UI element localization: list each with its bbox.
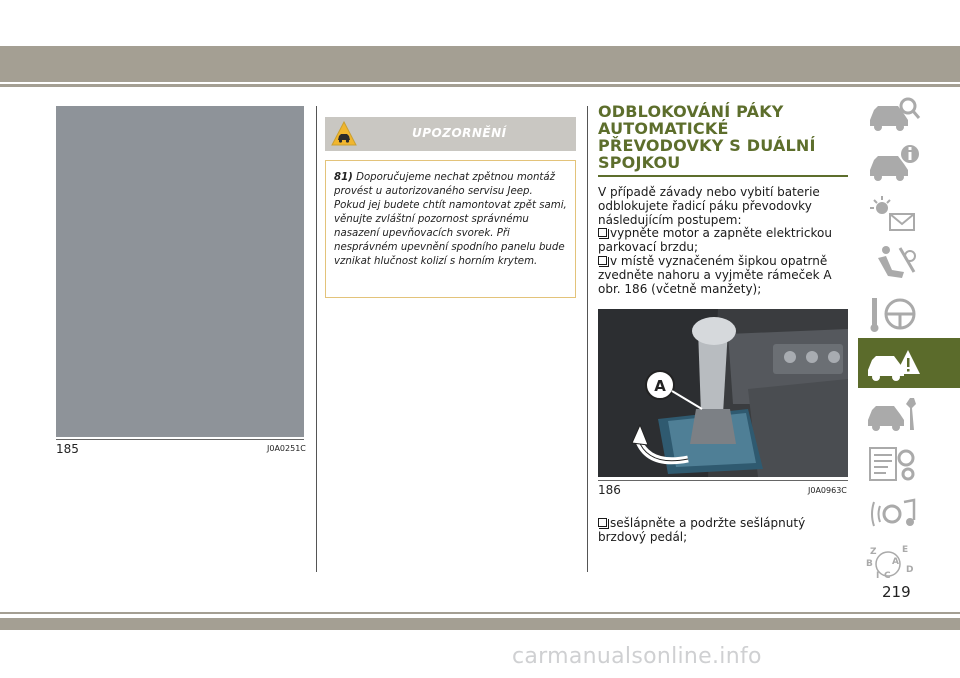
figure-186-code: J0A0963C xyxy=(808,486,847,495)
svg-text:I: I xyxy=(876,571,880,581)
bullet-box-icon xyxy=(598,228,607,237)
warning-text: Doporučujeme nechat zpětnou montáž provést u autorizovaného servisu Jeep. Pokud jej budete chtít namontovat zpět sami, věnujte zvláštní pozornost správnému nasazení upevňovacích svorek. Při nesprávném upevnění spodního panelu bude vznikat hlučnost kolizí s horním krytem. xyxy=(334,172,567,267)
seat-airbag-icon xyxy=(864,242,924,286)
dashboard-lights-icon xyxy=(864,192,924,236)
figure-186-label: A xyxy=(654,377,666,395)
tab-car-info[interactable] xyxy=(858,138,960,188)
car-service-icon xyxy=(864,392,924,436)
car-inspect-icon xyxy=(864,92,924,136)
step-1: vypněte motor a zapněte elektrickou parkovací brzdu; xyxy=(598,226,832,255)
figure-185-number: 185 xyxy=(56,442,79,456)
figure-185-rule xyxy=(56,439,304,440)
svg-text:C: C xyxy=(884,571,891,581)
car-info-icon xyxy=(864,142,924,186)
technical-data-icon xyxy=(864,442,924,486)
tab-technical-data[interactable] xyxy=(858,438,960,488)
svg-text:E: E xyxy=(902,545,909,555)
figure-185-code: J0A0251C xyxy=(267,444,306,453)
tab-steering-start[interactable] xyxy=(858,288,960,338)
svg-text:B: B xyxy=(866,559,873,569)
header-rule xyxy=(0,84,960,87)
bullet-box-icon xyxy=(598,518,607,527)
footer-rule xyxy=(0,612,960,614)
tab-car-service[interactable] xyxy=(858,388,960,438)
figure-186-rule xyxy=(598,480,848,481)
watermark-text: carmanualsonline.info xyxy=(512,644,762,669)
steering-start-icon xyxy=(864,292,924,336)
column-divider-left xyxy=(316,106,317,572)
column-divider-right xyxy=(587,106,588,572)
bullet-box-icon xyxy=(598,256,607,265)
figure-186-number: 186 xyxy=(598,483,621,497)
figure-186-photo xyxy=(598,309,848,477)
warning-box xyxy=(325,160,576,298)
warning-car-icon xyxy=(331,121,357,147)
step-2: v místě vyznačeném šipkou opatrně zvedněte nahoru a vyjměte rámeček A obr. 186 (včetně manžety); xyxy=(598,253,832,296)
svg-text:A: A xyxy=(892,557,899,567)
footer-band xyxy=(0,618,960,630)
step-3: sešlápněte a podržte sešlápnutý brzdový pedál; xyxy=(598,516,806,544)
index-icon xyxy=(864,542,924,586)
tab-seat-airbag[interactable] xyxy=(858,238,960,288)
section-body-continued xyxy=(598,517,850,545)
section-intro: V případě závady nebo vybití baterie odblokujete řadicí páku převodovky následujícím postupem: xyxy=(598,185,820,227)
tab-car-inspect[interactable] xyxy=(858,88,960,138)
header-band xyxy=(0,46,960,82)
tab-multimedia[interactable] xyxy=(858,488,960,538)
multimedia-icon xyxy=(864,492,924,536)
svg-text:Z: Z xyxy=(870,547,877,557)
warning-title: UPOZORNĚNÍ xyxy=(412,126,507,140)
tab-dashboard-lights[interactable] xyxy=(858,188,960,238)
tab-index[interactable] xyxy=(858,538,960,588)
tab-car-emergency[interactable] xyxy=(858,338,960,388)
car-emergency-icon xyxy=(864,342,924,386)
page-number: 219 xyxy=(882,583,911,601)
warning-ref: 81) xyxy=(334,172,353,183)
svg-text:D: D xyxy=(906,565,914,575)
section-body xyxy=(598,186,850,296)
section-heading-rule xyxy=(598,175,848,177)
section-heading: ODBLOKOVÁNÍ PÁKY AUTOMATICKÉ PŘEVODOVKY S DUÁLNÍ SPOJKOU xyxy=(598,102,816,172)
